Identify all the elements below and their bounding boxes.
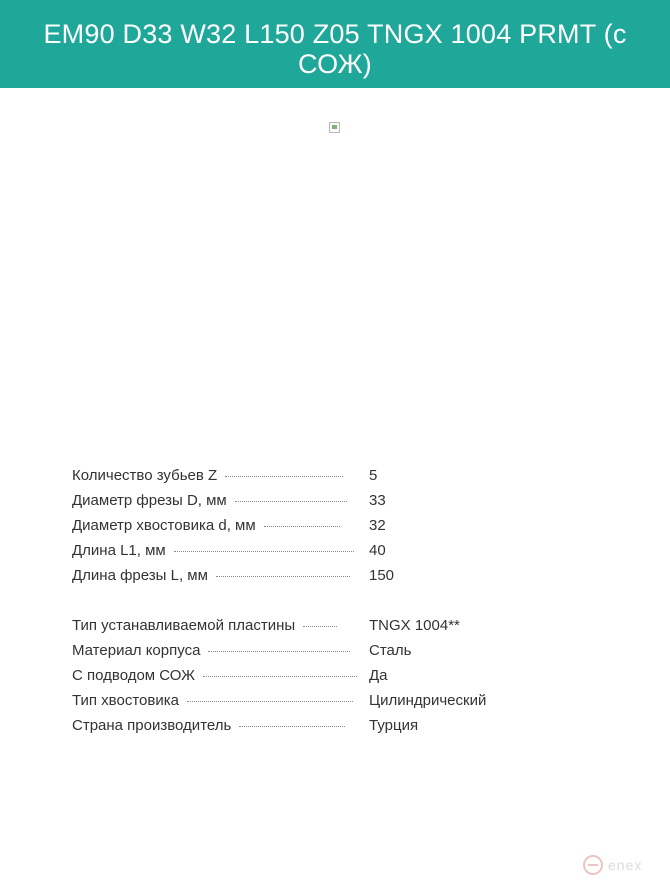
dotted-leader <box>187 700 353 702</box>
spec-value: 40 <box>369 542 386 559</box>
spec-row-cutter-length <box>72 567 532 592</box>
dotted-leader <box>235 500 347 502</box>
dotted-leader <box>174 550 354 552</box>
spec-label: Страна производитель <box>72 717 232 734</box>
spec-row-shank-type <box>72 692 532 717</box>
enex-logo-text: enex <box>608 857 643 873</box>
dotted-leader <box>203 675 357 677</box>
spec-value: 33 <box>369 492 386 509</box>
spec-label: Количество зубьев Z <box>72 467 218 484</box>
spec-label: Тип хвостовика <box>72 692 179 709</box>
page-title-line-1: EM90 D33 W32 L150 Z05 TNGX 1004 PRMT (с <box>43 19 627 49</box>
dotted-leader <box>216 575 350 577</box>
spec-label: Диаметр фрезы D, мм <box>72 492 227 509</box>
spec-value: Сталь <box>369 642 412 659</box>
broken-image-icon <box>329 122 340 133</box>
page-title-line-2: СОЖ) <box>297 49 373 79</box>
dotted-leader <box>208 650 350 652</box>
spec-value: Да <box>369 667 388 684</box>
spec-value: 32 <box>369 517 386 534</box>
spec-row-shank-diameter <box>72 517 532 542</box>
spec-row-coolant <box>72 667 532 692</box>
spec-row-cutter-diameter <box>72 492 532 517</box>
spec-list-properties <box>72 617 532 742</box>
spec-row-insert-type <box>72 617 532 642</box>
spec-value: Цилиндрический <box>369 692 487 709</box>
spec-label: Длина фрезы L, мм <box>72 567 208 584</box>
dotted-leader <box>239 725 345 727</box>
spec-row-teeth <box>72 467 532 492</box>
spec-label: С подводом СОЖ <box>72 667 195 684</box>
spec-value: Турция <box>369 717 419 734</box>
dotted-leader <box>303 625 337 627</box>
spec-row-body-material <box>72 642 532 667</box>
enex-logo <box>583 855 642 875</box>
spec-label: Тип устанавливаемой пластины <box>72 617 296 634</box>
spec-label: Материал корпуса <box>72 642 201 659</box>
spec-list-dimensions <box>72 467 532 592</box>
spec-row-length-l1 <box>72 542 532 567</box>
dotted-leader <box>225 475 343 477</box>
enex-logo-icon <box>583 855 603 875</box>
spec-label: Диаметр хвостовика d, мм <box>72 517 256 534</box>
dotted-leader <box>264 525 340 527</box>
spec-row-country <box>72 717 532 742</box>
page-title <box>0 0 670 88</box>
spec-label: Длина L1, мм <box>72 542 166 559</box>
spec-value: 150 <box>369 567 395 584</box>
spec-value: TNGX 1004** <box>369 617 460 634</box>
spec-value: 5 <box>369 467 378 484</box>
